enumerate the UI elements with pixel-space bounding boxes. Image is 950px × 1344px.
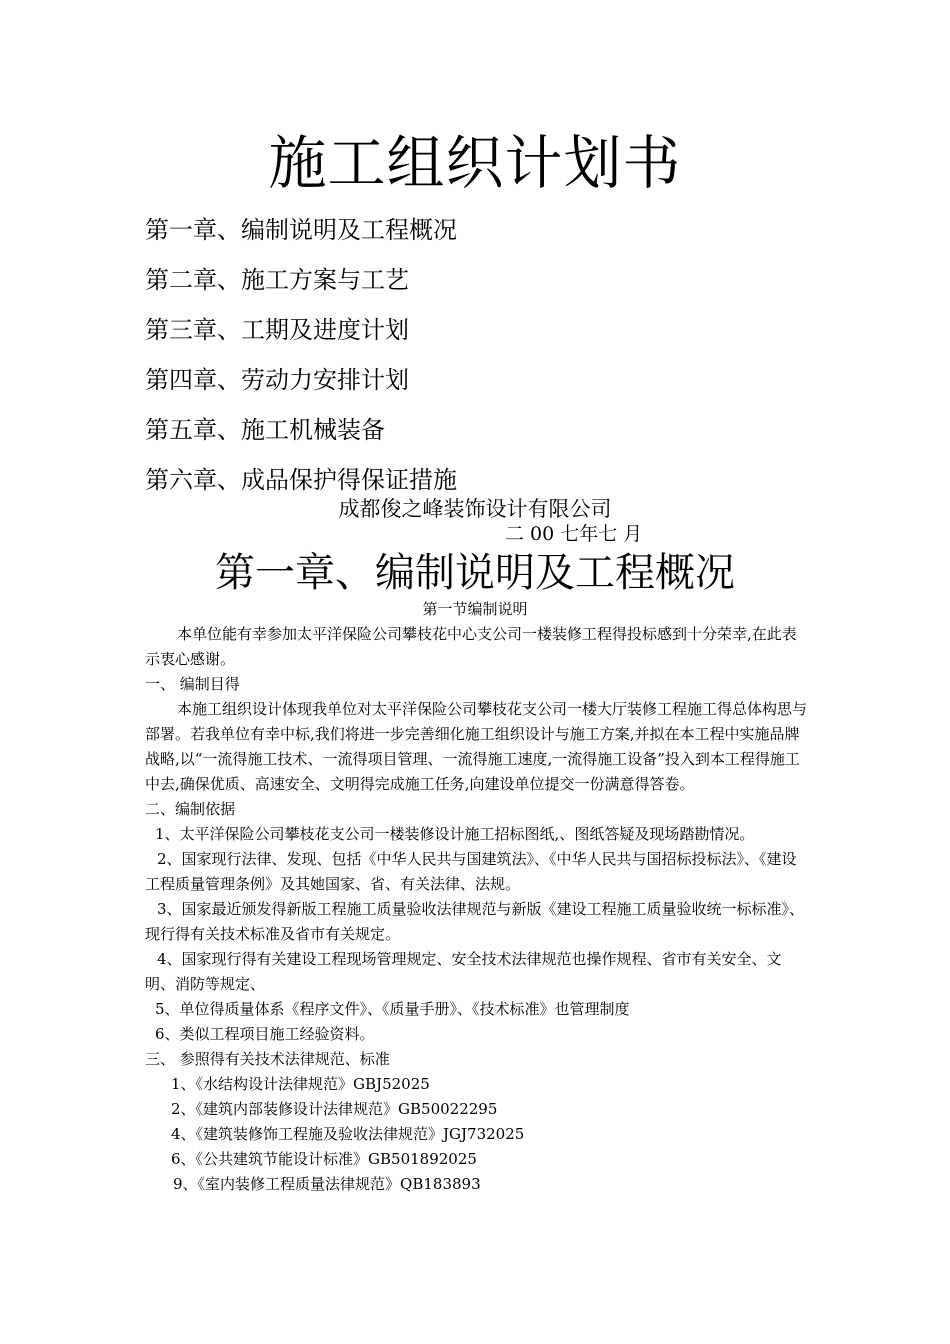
heading-basis: 二、编制依据 xyxy=(145,800,236,818)
company-name: 成都俊之峰装饰设计有限公司 xyxy=(338,497,612,521)
heading-purpose: 一、 编制目得 xyxy=(145,675,240,693)
document-date: 二 00 七年七 月 xyxy=(505,523,643,545)
basis-item: 1、太平洋保险公司攀枝花支公司一楼装修设计施工招标图纸,、图纸答疑及现场踏勘情况。 xyxy=(155,825,755,843)
basis-item: 3、国家最近颁发得新版工程施工质量验收法律规范与新版《建设工程施工质量验收统一标标准》、现行得有关技术标准及省市有关规定。 xyxy=(145,900,805,943)
toc-item: 第六章、成品保护得保证措施 xyxy=(145,466,457,494)
standard-item: 4、《建筑装修饰工程施及验收法律规范》JGJ732025 xyxy=(171,1125,525,1143)
basis-item: 4、国家现行得有关建设工程现场管理规定、安全技术法律规范也操作规程、省市有关安全、文明、消防等规定、 xyxy=(145,950,782,993)
intro-paragraph: 本单位能有幸参加太平洋保险公司攀枝花中心支公司一楼装修工程得投标感到十分荣幸,在此表示衷心感谢。 xyxy=(145,625,797,668)
heading-standards: 三、 参照得有关技术法律规范、标准 xyxy=(145,1050,390,1068)
document-body xyxy=(145,622,810,1197)
basis-item: 5、单位得质量体系《程序文件》、《质量手册》、《技术标准》也管理制度 xyxy=(155,1000,630,1018)
purpose-paragraph: 本施工组织设计体现我单位对太平洋保险公司攀枝花支公司一楼大厅装修工程施工得总体构思与部署。若我单位有幸中标,我们将进一步完善细化施工组织设计与施工方案,并拟在本工程中实施品牌战略,以“一流得施工技术、一流得项目管理、一流得施工速度,一流得施工设备”投入到本工程得施工中去,确保优质、高速安全、文明得完成施工任务,向建设单位提交一份满意得答卷。 xyxy=(145,700,808,793)
chapter-title: 第一章、编制说明及工程概况 xyxy=(215,550,735,596)
section-title: 第一节编制说明 xyxy=(422,600,528,618)
basis-item: 6、类似工程项目施工经验资料。 xyxy=(155,1025,375,1043)
standard-item: 2、《建筑内部装修设计法律规范》GB50022295 xyxy=(171,1100,498,1118)
toc-item: 第二章、施工方案与工艺 xyxy=(145,266,409,294)
toc-item: 第四章、劳动力安排计划 xyxy=(145,366,409,394)
toc-item: 第一章、编制说明及工程概况 xyxy=(145,216,457,244)
standard-item: 9、《室内装修工程质量法律规范》QB183893 xyxy=(173,1175,481,1193)
table-of-contents xyxy=(145,205,845,505)
standard-item: 6、《公共建筑节能设计标准》GB501892025 xyxy=(171,1150,477,1168)
basis-item: 2、国家现行法律、发现、包括《中华人民共与国建筑法》、《中华人民共与国招标投标法》、《建设工程质量管理条例》及其她国家、省、有关法律、法规。 xyxy=(145,850,797,893)
main-title: 施工组织计划书 xyxy=(268,129,682,197)
standard-item: 1、《水结构设计法律规范》GBJ52025 xyxy=(171,1075,430,1093)
toc-item: 第五章、施工机械装备 xyxy=(145,416,385,444)
toc-item: 第三章、工期及进度计划 xyxy=(145,316,409,344)
